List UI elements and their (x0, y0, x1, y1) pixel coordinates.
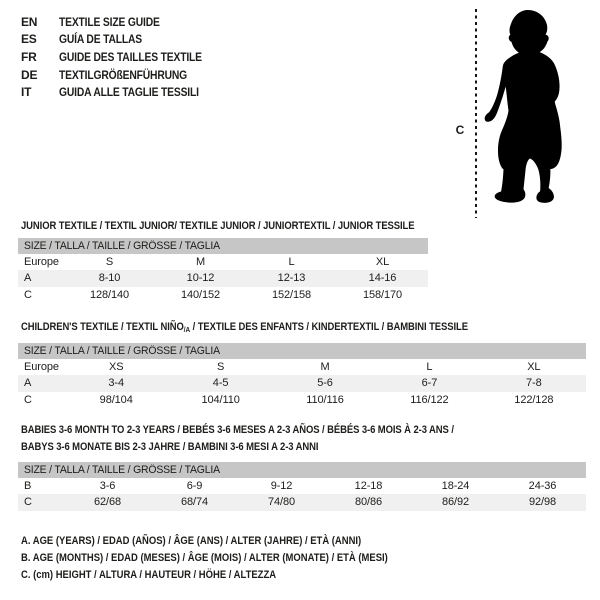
value-cell: 62/68 (93, 496, 122, 509)
note-age-months-text: B. AGE (MONTHS) / EDAD (MESES) / ÂGE (MOIS) / ALTER (MONATE) / ETÀ (MESI) (21, 552, 388, 564)
note-age-months (21, 552, 448, 569)
children-title-subscript: /A (183, 325, 191, 334)
value-cell: 9-12 (270, 480, 293, 493)
value-cell: 3-6 (99, 480, 116, 493)
babies-size-header-bar (18, 462, 586, 478)
value-cell: 14-16 (368, 272, 397, 285)
row-label: A (24, 377, 32, 390)
legend-notes (21, 535, 448, 586)
children-title-post: / TEXTILE DES ENFANTS / KINDERTEXTIL / BAMBINI TESSILE (190, 321, 468, 333)
babies-title-line1: BABIES 3-6 MONTH TO 2-3 YEARS / BEBÉS 3-6 MESES A 2-3 AÑOS / BÉBÉS 3-6 MOIS À 2-3 ANS / (21, 424, 454, 436)
children-sizes-row (18, 359, 586, 375)
language-code: DE (21, 67, 38, 82)
note-age-years-text: A. AGE (YEARS) / EDAD (AÑOS) / ÂGE (ANS) / ALTER (JAHRE) / ETÀ (ANNI) (21, 535, 362, 547)
children-section-title-text (21, 321, 468, 334)
junior-height-row (18, 287, 428, 303)
value-cell: 4-5 (212, 377, 229, 390)
language-row-en (21, 13, 225, 31)
children-title-pre: CHILDREN'S TEXTILE / TEXTIL NIÑO (21, 321, 184, 333)
value-cell: 68/74 (180, 496, 209, 509)
figure-measure-label: C (455, 123, 465, 137)
children-size-header-bar (18, 343, 586, 359)
size-cell: S (216, 361, 225, 374)
children-size-table (18, 343, 586, 408)
babies-age-row (18, 478, 586, 494)
value-cell: 74/80 (267, 496, 296, 509)
value-cell: 5-6 (317, 377, 333, 390)
size-cell: XL (375, 256, 390, 269)
note-age-years (21, 535, 448, 552)
size-cell: XS (108, 361, 124, 374)
children-age-row (18, 375, 586, 391)
value-cell: 98/104 (99, 393, 133, 406)
row-label: C (24, 288, 32, 301)
value-cell: 6-7 (421, 377, 438, 390)
value-cell: 152/158 (271, 288, 312, 301)
children-height-row (18, 392, 586, 408)
language-code: EN (21, 14, 38, 29)
value-cell: 158/170 (362, 288, 403, 301)
language-title: TEXTILE SIZE GUIDE (59, 14, 160, 29)
language-code: ES (21, 32, 37, 47)
value-cell: 116/122 (410, 393, 449, 406)
language-title: TEXTILGRÖßENFÜHRUNG (59, 67, 188, 82)
height-measure-dotted-line (475, 9, 477, 218)
value-cell: 122/128 (514, 393, 554, 406)
row-label: Europe (24, 256, 59, 269)
language-row-it (21, 83, 225, 101)
row-label: A (24, 272, 32, 285)
value-cell: 140/152 (180, 288, 221, 301)
value-cell: 10-12 (186, 272, 215, 285)
value-cell: 128/140 (89, 288, 130, 301)
baby-silhouette-icon (484, 8, 578, 217)
language-title: GUIDA ALLE TAGLIE TESSILI (59, 85, 199, 100)
note-height-cm-text: C. (cm) HEIGHT / ALTURA / HAUTEUR / HÖHE / ALTEZZA (21, 569, 277, 581)
size-cell: L (288, 256, 295, 269)
language-title: GUIDE DES TAILLES TEXTILE (59, 49, 202, 64)
size-header-label: SIZE / TALLA / TAILLE / GRÖSSE / TAGLIA (24, 345, 220, 357)
row-label: Europe (24, 361, 59, 374)
value-cell: 80/86 (354, 496, 383, 509)
language-title: GUÍA DE TALLAS (59, 32, 143, 47)
junior-age-row (18, 270, 428, 286)
junior-section-title (21, 220, 479, 232)
value-cell: 6-9 (186, 480, 203, 493)
babies-height-row (18, 494, 586, 510)
children-section-title (21, 321, 541, 334)
language-row-fr (21, 48, 225, 66)
value-cell: 3-4 (108, 377, 124, 390)
value-cell: 8-10 (98, 272, 121, 285)
language-row-de (21, 66, 225, 84)
value-cell: 110/116 (306, 393, 344, 406)
value-cell: 12-18 (354, 480, 383, 493)
value-cell: 7-8 (526, 377, 542, 390)
size-header-label: SIZE / TALLA / TAILLE / GRÖSSE / TAGLIA (24, 464, 220, 476)
junior-size-header-bar (18, 238, 428, 254)
value-cell: 24-36 (528, 480, 557, 493)
junior-section-title-text: JUNIOR TEXTILE / TEXTIL JUNIOR/ TEXTILE JUNIOR / JUNIORTEXTIL / JUNIOR TESSILE (21, 220, 415, 232)
row-label: B (24, 480, 32, 493)
row-label: C (24, 496, 32, 509)
size-header-label: SIZE / TALLA / TAILLE / GRÖSSE / TAGLIA (24, 240, 220, 252)
value-cell: 104/110 (201, 393, 240, 406)
row-label: C (24, 393, 32, 406)
value-cell: 92/98 (528, 496, 557, 509)
value-cell: 12-13 (277, 272, 306, 285)
language-code: FR (21, 49, 37, 64)
size-cell: S (105, 256, 114, 269)
value-cell: 18-24 (441, 480, 470, 493)
size-cell: M (320, 361, 330, 374)
babies-title-line2: BABYS 3-6 MONATE BIS 2-3 JAHRE / BAMBINI 3-6 MESI A 2-3 ANNI (21, 441, 319, 453)
size-cell: M (195, 256, 206, 269)
language-list (21, 13, 225, 101)
language-row-es (21, 31, 225, 49)
value-cell: 86/92 (441, 496, 470, 509)
babies-section-title (21, 422, 524, 456)
size-cell: XL (527, 361, 541, 374)
junior-size-table (18, 238, 428, 303)
size-cell: L (426, 361, 433, 374)
babies-size-table (18, 462, 586, 511)
language-code: IT (21, 85, 32, 100)
junior-sizes-row (18, 254, 428, 270)
note-height-cm (21, 569, 448, 586)
